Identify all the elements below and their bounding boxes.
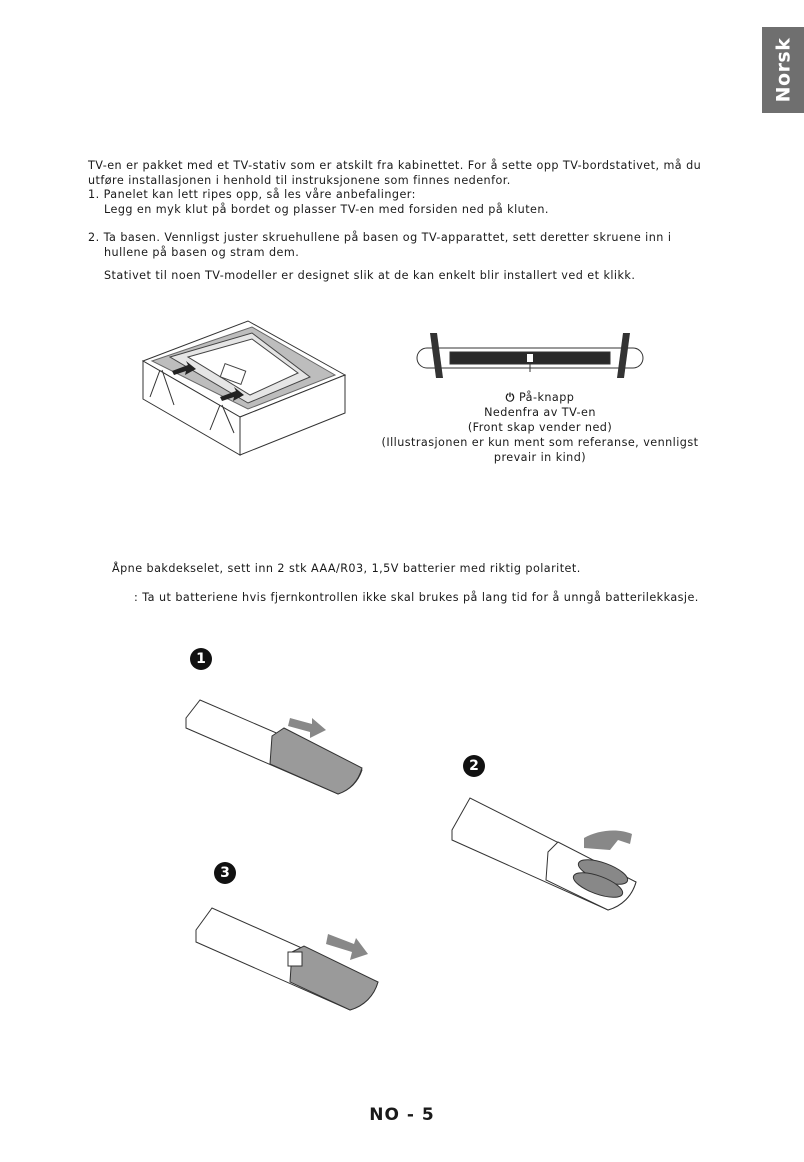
intro-line-2: utføre installasjonen i henhold til instruksjonene som finnes nedenfor.: [88, 174, 511, 187]
stand-note: Stativet til noen TV-modeller er designet slik at de kan enkelt blir installert ved et klikk.: [104, 269, 636, 282]
power-caption-line-1: På-knapp: [518, 391, 575, 404]
step-2-line-1: 2. Ta basen. Vennligst juster skruehullene på basen og TV-apparattet, sett deretter skruene inn i: [88, 231, 672, 244]
remote-close-cover-illustration: [192, 900, 382, 1015]
step-1-line-2: Legg en myk klut på bordet og plasser TV-en med forsiden ned på kluten.: [104, 203, 549, 216]
step-badge-1: 1: [190, 648, 212, 670]
power-caption: [375, 390, 705, 465]
step-badge-2: 2: [463, 755, 485, 777]
tv-bottom-view-illustration: [415, 330, 645, 385]
step-1-line-1: 1. Panelet kan lett ripes opp, så les våre anbefalinger:: [88, 188, 416, 201]
power-caption-line-4: (Illustrasjonen er kun ment som referanse, vennligst: [381, 436, 699, 449]
battery-note: : Ta ut batteriene hvis fjernkontrollen ikke skal brukes på lang tid for å unngå batterilekkasje.: [134, 591, 699, 604]
step-badge-3: 3: [214, 862, 236, 884]
power-icon: ⏻: [505, 391, 515, 404]
page-number: NO - 5: [369, 1105, 435, 1125]
battery-instruction: Åpne bakdekselet, sett inn 2 stk AAA/R03, 1,5V batterier med riktig polaritet.: [112, 562, 581, 575]
remote-open-cover-illustration: [180, 690, 370, 795]
language-tab: [762, 27, 804, 113]
tv-on-cloth-illustration: [140, 315, 360, 460]
power-caption-line-3: (Front skap vender ned): [467, 421, 613, 434]
step-2-line-2: hullene på basen og stram dem.: [104, 246, 300, 259]
power-caption-line-2: Nedenfra av TV-en: [484, 406, 596, 419]
remote-insert-batteries-illustration: [448, 790, 643, 915]
language-tab-label: Norsk: [772, 37, 794, 103]
power-caption-line-5: prevair in kind): [493, 451, 587, 464]
intro-line-1: TV-en er pakket med et TV-stativ som er atskilt fra kabinettet. For å sette opp TV-bordstativet, må du: [88, 159, 702, 172]
